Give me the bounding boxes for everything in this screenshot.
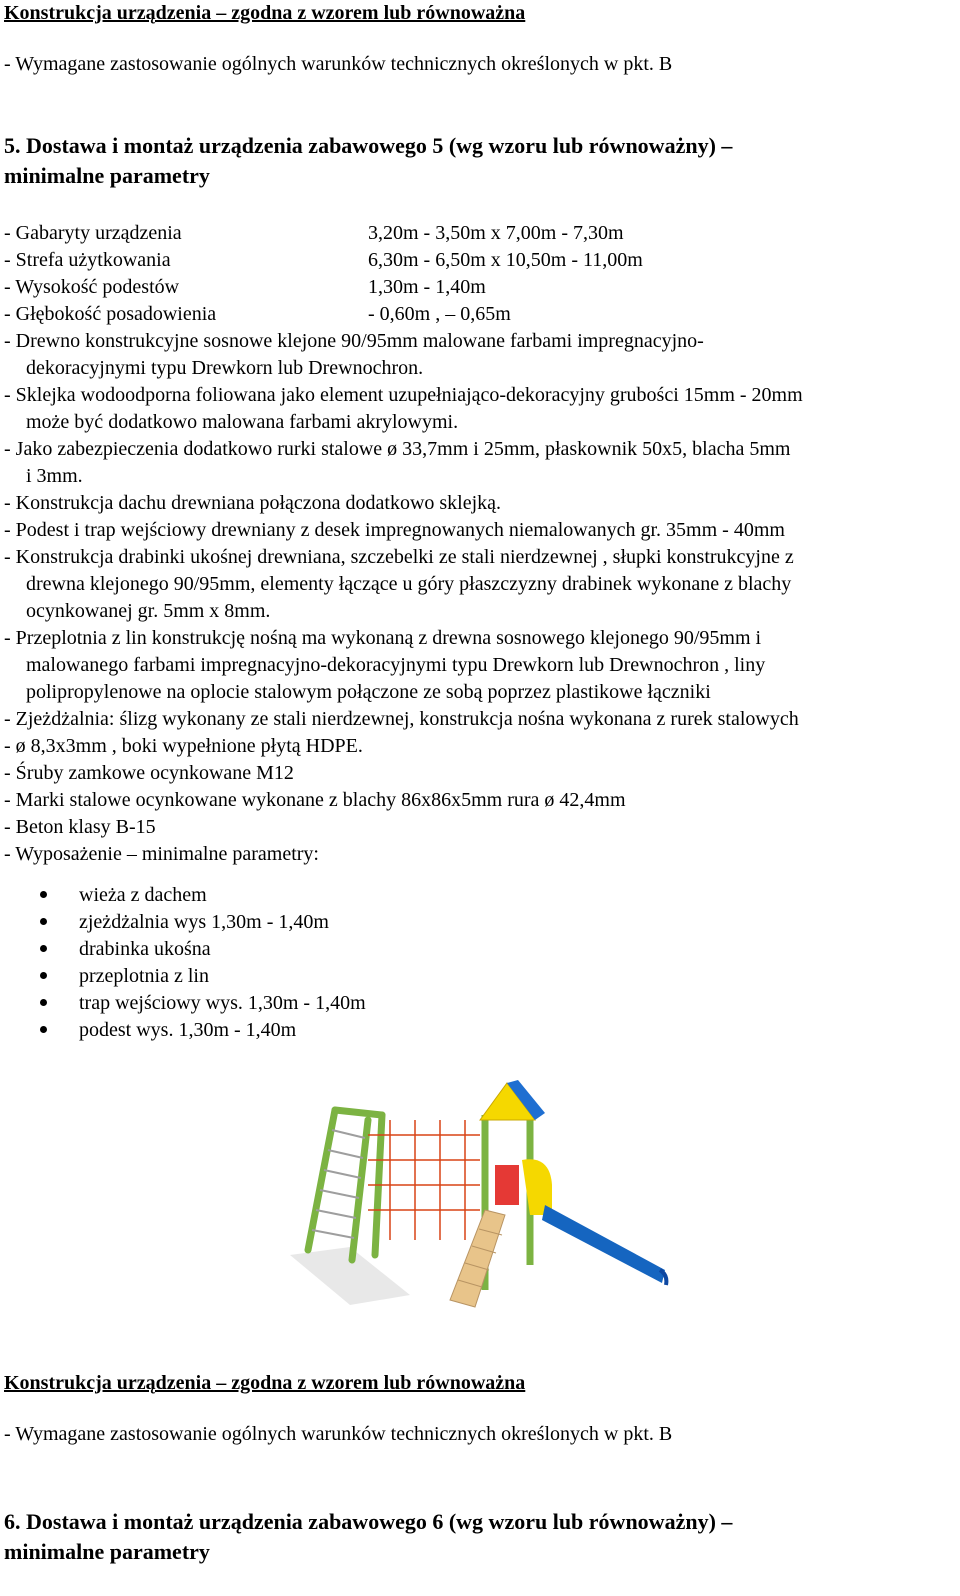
- spec-line: - Podest i trap wejściowy drewniany z desek impregnowanych niemalowanych gr. 35mm - 40mm: [4, 519, 785, 541]
- item5-title: 5. Dostawa i montaż urządzenia zabawowego 5 (wg wzoru lub równoważny) –: [4, 133, 733, 158]
- equipment-label: przeplotnia z lin: [79, 965, 209, 987]
- bullet-icon: [40, 918, 47, 925]
- spec-line: i 3mm.: [26, 465, 83, 487]
- spec-line: - Jako zabezpieczenia dodatkowo rurki stalowe ø 33,7mm i 25mm, płaskownik 50x5, blacha 5mm: [4, 438, 791, 460]
- param-value: 3,20m - 3,50m x 7,00m - 7,30m: [368, 222, 624, 244]
- spec-line: - Konstrukcja dachu drewniana połączona dodatkowo sklejką.: [4, 492, 502, 514]
- param-value: - 0,60m , – 0,65m: [368, 303, 511, 325]
- param-value: 6,30m - 6,50m x 10,50m - 11,00m: [368, 249, 643, 271]
- spec-line: - ø 8,3x3mm , boki wypełnione płytą HDPE.: [4, 735, 363, 757]
- item5-subtitle: minimalne parametry: [4, 163, 210, 188]
- bullet-icon: [40, 945, 47, 952]
- bullet-icon: [40, 1026, 47, 1033]
- equipment-label: trap wejściowy wys. 1,30m - 1,40m: [79, 992, 366, 1014]
- spec-line: - Zjeżdżalnia: ślizg wykonany ze stali nierdzewnej, konstrukcja nośna wykonana z rurek stalowych: [4, 708, 799, 730]
- spec-line: malowanego farbami impregnacyjno-dekoracyjnymi typu Drewkorn lub Drewnochron , liny: [26, 654, 766, 676]
- equipment-item: [40, 882, 207, 908]
- spec-line: - Beton klasy B-15: [4, 816, 156, 838]
- param-row: [4, 247, 643, 273]
- equipment-item: [40, 963, 209, 989]
- equipment-item: [40, 909, 329, 935]
- equipment-label: podest wys. 1,30m - 1,40m: [79, 1019, 297, 1041]
- equipment-label: zjeżdżalnia wys 1,30m - 1,40m: [79, 911, 329, 933]
- bullet-icon: [40, 999, 47, 1006]
- param-value: 1,30m - 1,40m: [368, 276, 486, 298]
- spec-line: - Drewno konstrukcyjne sosnowe klejone 90/95mm malowane farbami impregnacyjno-: [4, 330, 704, 352]
- param-row: [4, 274, 486, 300]
- spec-line: może być dodatkowo malowana farbami akrylowymi.: [26, 411, 459, 433]
- spec-line: - Śruby zamkowe ocynkowane M12: [4, 762, 294, 784]
- construction-heading: Konstrukcja urządzenia – zgodna z wzorem lub równoważna: [4, 2, 526, 24]
- spec-line: - Wyposażenie – minimalne parametry:: [4, 843, 319, 865]
- param-row: [4, 220, 624, 246]
- wall-panel: [495, 1165, 519, 1205]
- param-label: - Gabaryty urządzenia: [4, 222, 182, 244]
- rope-net: [368, 1120, 480, 1240]
- requirement-text: - Wymagane zastosowanie ogólnych warunków technicznych określonych w pkt. B: [4, 1423, 673, 1445]
- spec-line: - Sklejka wodoodporna foliowana jako element uzupełniająco-dekoracyjny grubości 15mm - 20mm: [4, 384, 803, 406]
- bullet-icon: [40, 891, 47, 898]
- spec-line: dekoracyjnymi typu Drewkorn lub Drewnochron.: [26, 357, 424, 379]
- param-label: - Strefa użytkowania: [4, 249, 171, 271]
- slide: [542, 1205, 665, 1283]
- equipment-label: wieża z dachem: [79, 884, 207, 906]
- spec-line: - Przeplotnia z lin konstrukcję nośną ma wykonaną z drewna sosnowego klejonego 90/95mm i: [4, 627, 762, 649]
- bullet-icon: [40, 972, 47, 979]
- spec-line: - Marki stalowe ocynkowane wykonane z blachy 86x86x5mm rura ø 42,4mm: [4, 789, 626, 811]
- equipment-label: drabinka ukośna: [79, 938, 211, 960]
- equipment-item: [40, 990, 366, 1016]
- equipment-item: [40, 1017, 296, 1043]
- construction-heading: Konstrukcja urządzenia – zgodna z wzorem lub równoważna: [4, 1372, 526, 1394]
- requirement-text: - Wymagane zastosowanie ogólnych warunków technicznych określonych w pkt. B: [4, 53, 673, 75]
- playground-illustration: [290, 1075, 680, 1315]
- item6-title: 6. Dostawa i montaż urządzenia zabawowego 6 (wg wzoru lub równoważny) –: [4, 1509, 733, 1534]
- spec-line: drewna klejonego 90/95mm, elementy łączące u góry płaszczyzny drabinek wykonane z blachy: [26, 573, 792, 595]
- param-label: - Wysokość podestów: [4, 276, 180, 298]
- equipment-item: [40, 936, 211, 962]
- param-row: [4, 301, 511, 327]
- entry-ramp: [450, 1210, 505, 1307]
- spec-line: - Konstrukcja drabinki ukośnej drewniana, szczebelki ze stali nierdzewnej , słupki konstrukcyjne z: [4, 546, 794, 568]
- item6-subtitle: minimalne parametry: [4, 1539, 210, 1564]
- param-label: - Głębokość posadowienia: [4, 303, 217, 325]
- spec-line: ocynkowanej gr. 5mm x 8mm.: [26, 600, 271, 622]
- spec-line: polipropylenowe na oplocie stalowym połączone ze sobą poprzez plastikowe łączniki: [26, 681, 711, 703]
